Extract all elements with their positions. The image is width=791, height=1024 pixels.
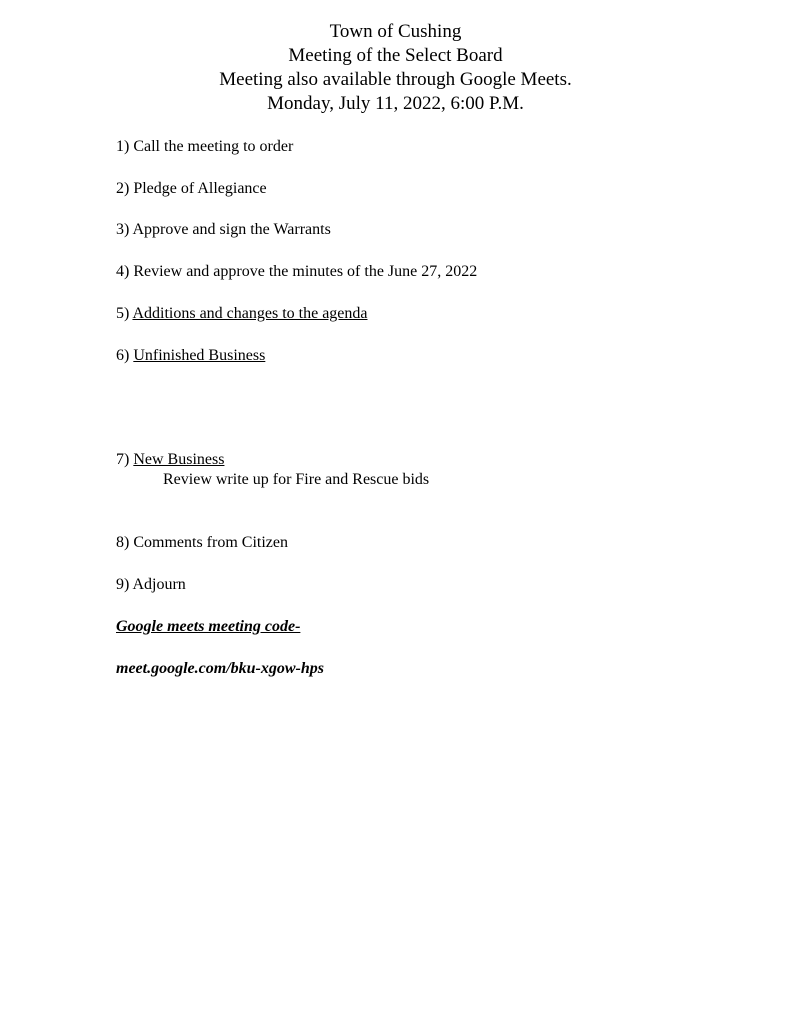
agenda-item-6 [116, 346, 265, 366]
document-header [0, 20, 791, 116]
agenda-item-3: 3) Approve and sign the Warrants [116, 221, 331, 238]
meeting-date: Monday, July 11, 2022, 6:00 P.M. [267, 93, 524, 114]
agenda-item-7 [116, 450, 224, 470]
agenda-item-5-text: Additions and changes to the agenda [132, 305, 368, 322]
agenda-item-8: 8) Comments from Citizen [116, 534, 288, 551]
agenda-item-2: 2) Pledge of Allegiance [116, 180, 267, 197]
agenda-item-7-number: 7) [116, 451, 134, 468]
town-name: Town of Cushing [329, 21, 462, 42]
agenda-item-6-number: 6) [116, 347, 134, 364]
meeting-link[interactable]: meet.google.com/bku-xgow-hps [116, 660, 324, 677]
meeting-code-label: Google meets meeting code- [116, 618, 301, 635]
agenda-item-7-subitem: Review write up for Fire and Rescue bids [163, 471, 430, 488]
agenda-item-4: 4) Review and approve the minutes of the June 27, 2022 [116, 263, 478, 280]
agenda-item-5 [116, 304, 368, 324]
agenda-item-9: 9) Adjourn [116, 576, 186, 593]
agenda-item-1: 1) Call the meeting to order [116, 138, 294, 155]
agenda-item-6-text: Unfinished Business [133, 347, 266, 364]
meeting-title: Meeting of the Select Board [288, 45, 503, 66]
agenda-item-5-number: 5) [116, 305, 133, 322]
agenda-item-7-text: New Business [133, 451, 225, 468]
meeting-availability: Meeting also available through Google Meets. [219, 69, 572, 90]
